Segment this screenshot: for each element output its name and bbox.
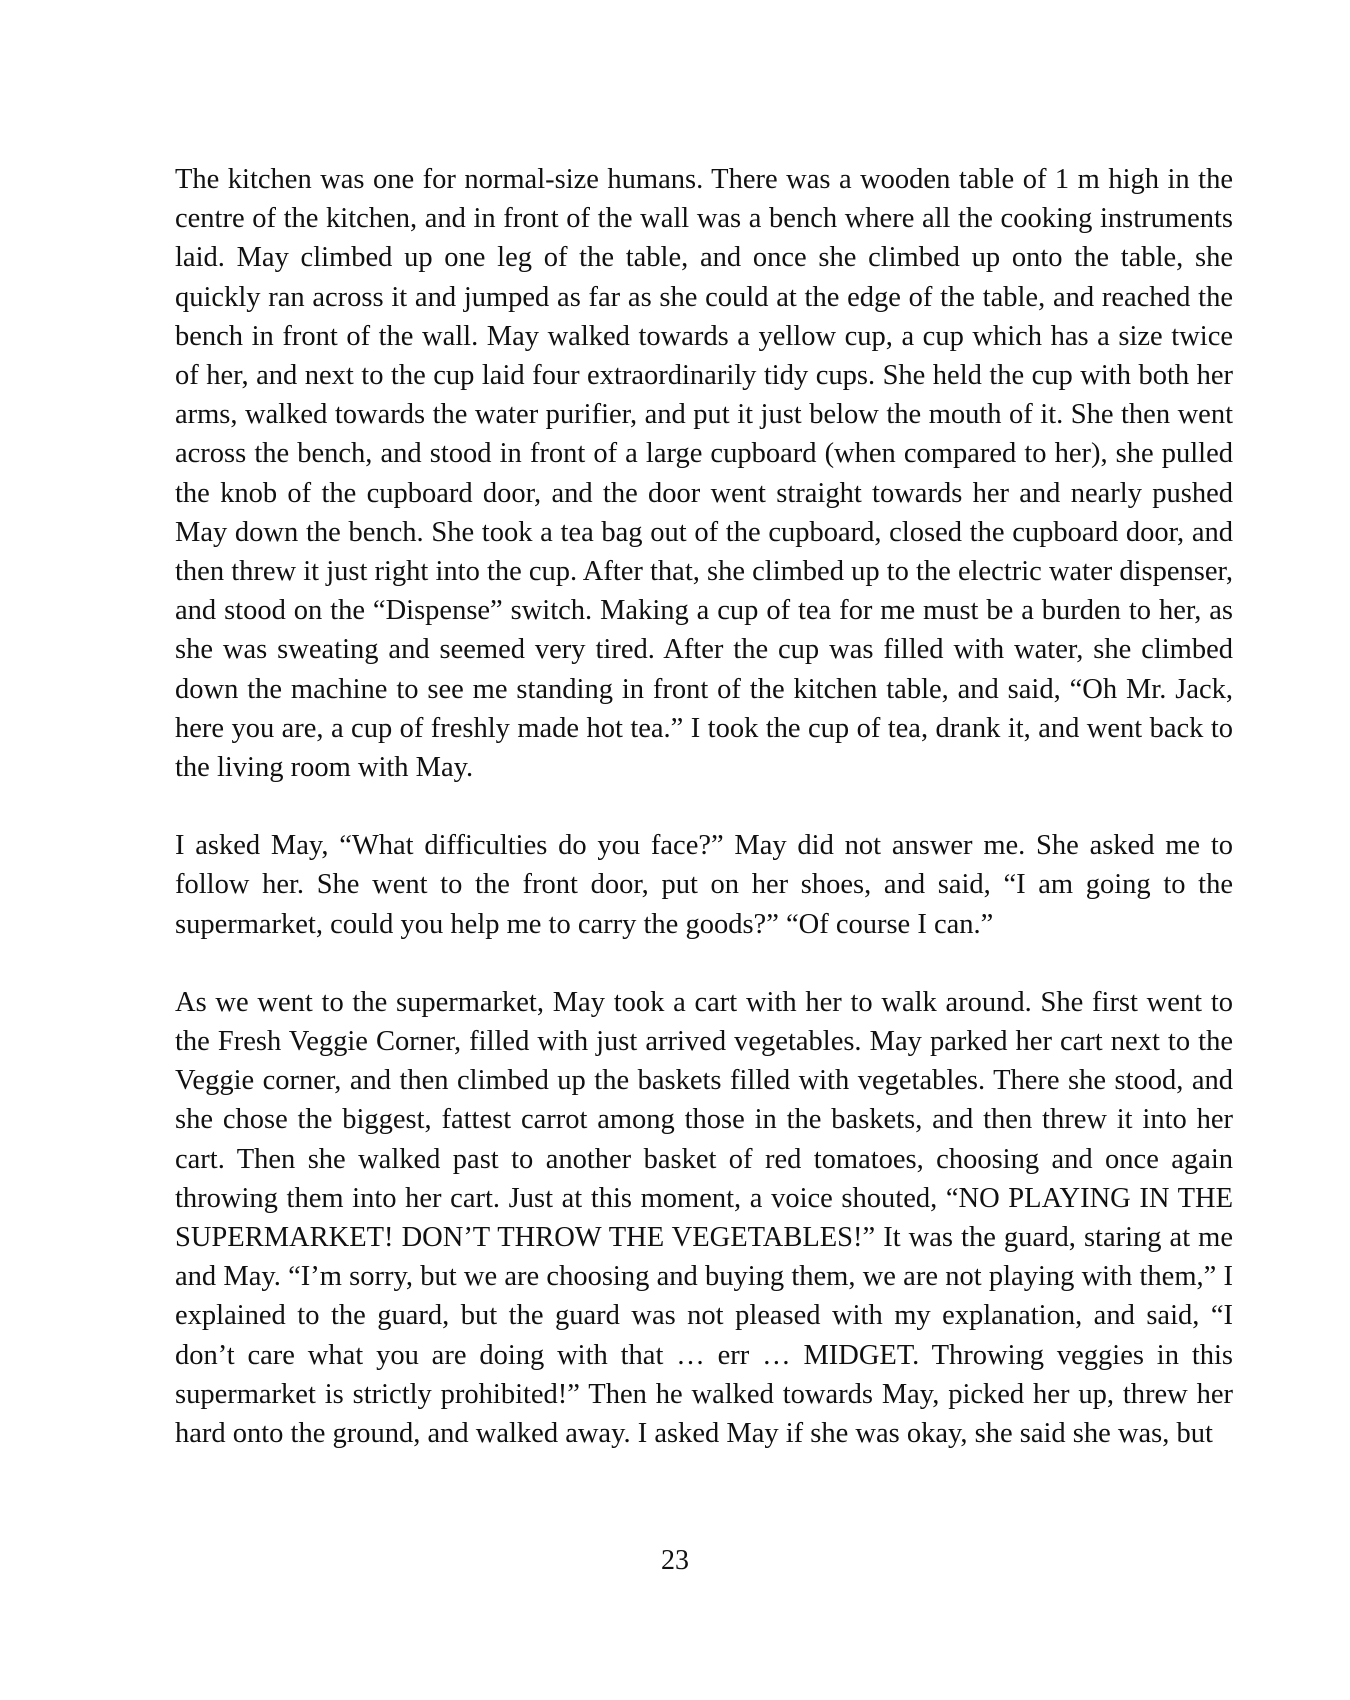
- paragraph-supermarket: As we went to the supermarket, May took a cart with her to walk around. She first went to the Fresh Veggie Corner, filled with just arrived vegetables. May parked her cart next to the Veggie corner, and then climbed up the baskets filled with vegetables. There she stood, and she chose the biggest, fattest carrot among those in the baskets, and then threw it into her cart. Then she walked past to another basket of red tomatoes, choosing and once again throwing them into her cart. Just at this moment, a voice shouted, “NO PLAYING IN THE SUPERMARKET! DON’T THROW THE VEGETABLES!” It was the guard, staring at me and May. “I’m sorry, but we are choosing and buying them, we are not playing with them,” I explained to the guard, but the guard was not pleased with my explanation, and said, “I don’t care what you are doing with that … err … MIDGET. Throwing veggies in this supermarket is strictly prohibited!” Then he walked towards May, picked her up, threw her hard onto the ground, and walked away. I asked May if she was okay, she said she was, but: [175, 986, 1233, 1450]
- page-number: 23: [661, 1545, 689, 1576]
- body-text: [175, 160, 1233, 1453]
- paragraph-kitchen: The kitchen was one for normal-size humans. There was a wooden table of 1 m high in the centre of the kitchen, and in front of the wall was a bench where all the cooking instruments laid. May climbed up one leg of the table, and once she climbed up onto the table, she quickly ran across it and jumped as far as she could at the edge of the table, and reached the bench in front of the wall. May walked towards a yellow cup, a cup which has a size twice of her, and next to the cup laid four extraordinarily tidy cups. She held the cup with both her arms, walked towards the water purifier, and put it just below the mouth of it. She then went across the bench, and stood in front of a large cupboard (when compared to her), she pulled the knob of the cupboard door, and the door went straight towards her and nearly pushed May down the bench. She took a tea bag out of the cupboard, closed the cupboard door, and then threw it just right into the cup. After that, she climbed up to the electric water dispenser, and stood on the “Dispense” switch. Making a cup of tea for me must be a burden to her, as she was sweating and seemed very tired. After the cup was filled with water, she climbed down the machine to see me standing in front of the kitchen table, and said, “Oh Mr. Jack, here you are, a cup of freshly made hot tea.” I took the cup of tea, drank it, and went back to the living room with May.: [175, 164, 1233, 784]
- paragraph-difficulties: I asked May, “What difficulties do you face?” May did not answer me. She asked me to follow her. She went to the front door, put on her shoes, and said, “I am going to the supermarket, could you help me to carry the goods?” “Of course I can.”: [175, 830, 1233, 940]
